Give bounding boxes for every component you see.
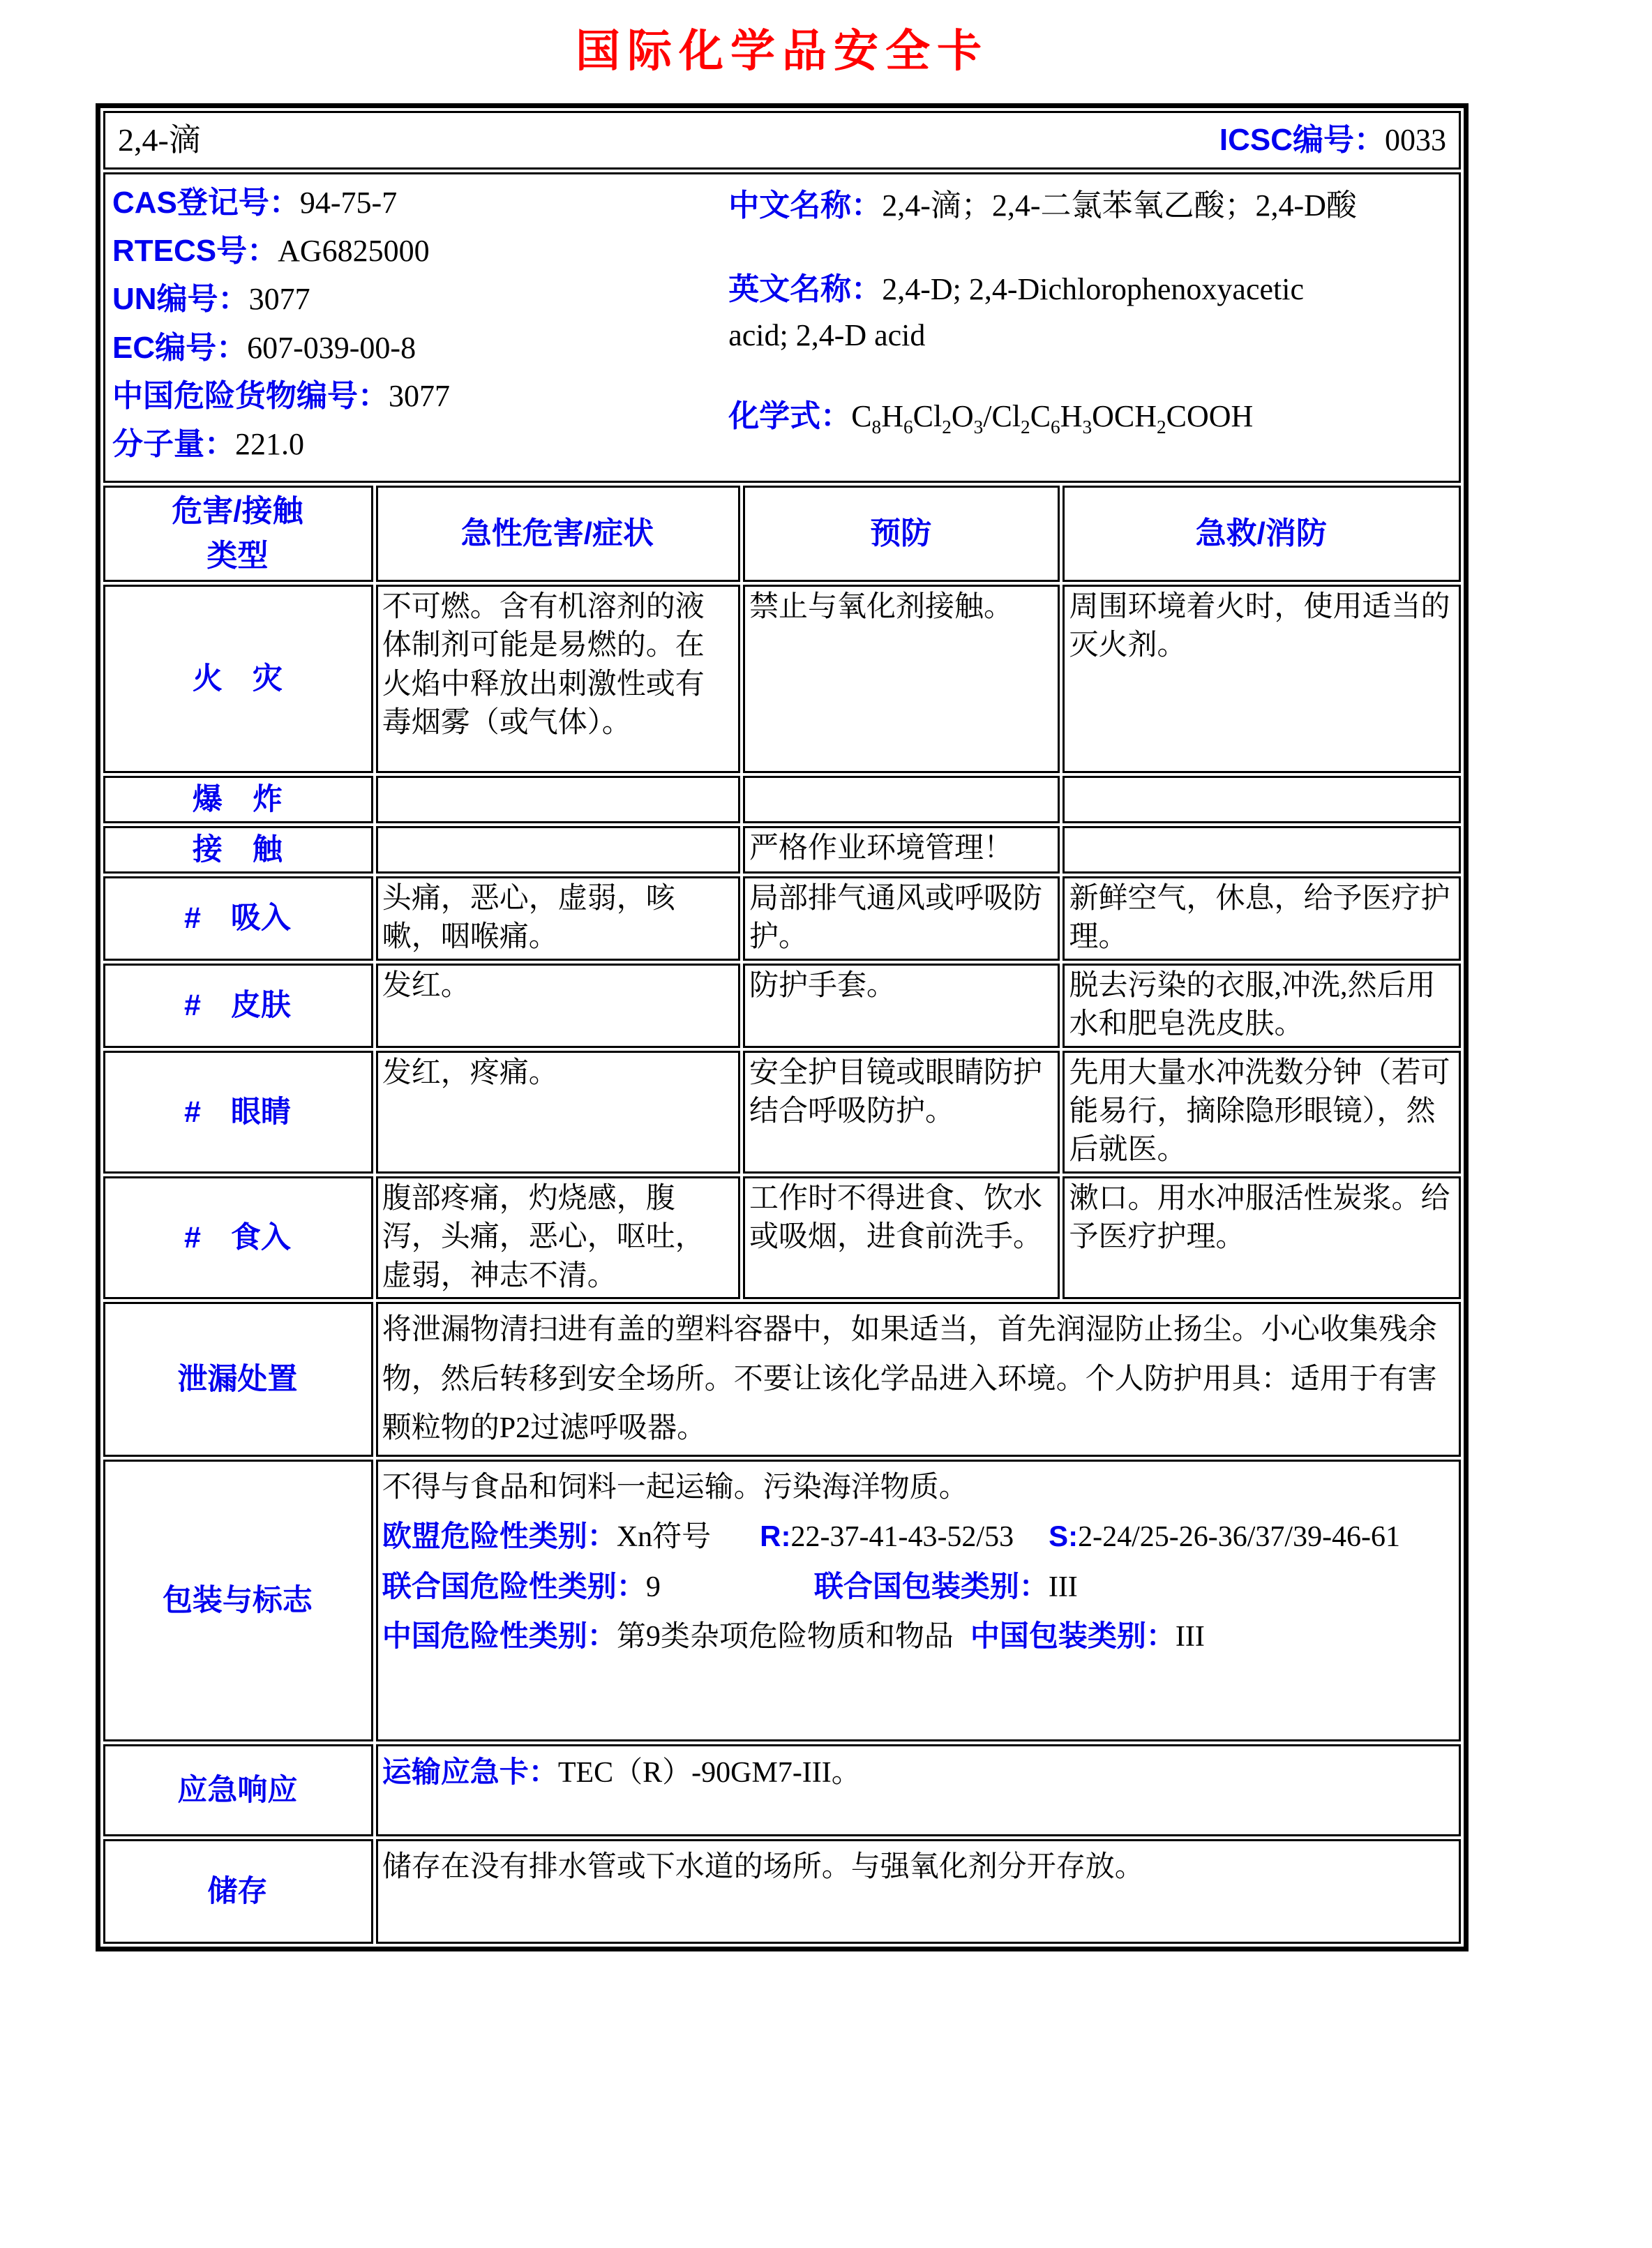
explosion-response bbox=[1062, 776, 1461, 823]
storage-text: 储存在没有排水管或下水道的场所。与强氧化剂分开存放。 bbox=[376, 1839, 1461, 1944]
un-hazard-class-value: 9 bbox=[645, 1571, 661, 1603]
cn-hazard-class-value: 第9类杂项危险物质和物品 bbox=[616, 1621, 954, 1654]
row-label-explosion: 爆 炸 bbox=[103, 776, 373, 823]
china-dg-number-line bbox=[112, 376, 728, 416]
inhalation-response: 新鲜空气，休息，给予医疗护理。 bbox=[1062, 876, 1461, 961]
un-number-label: UN编号： bbox=[112, 282, 249, 317]
r-phrases-label: R: bbox=[760, 1520, 791, 1553]
hazard-row-fire bbox=[103, 585, 1461, 773]
names-column bbox=[728, 183, 1452, 472]
skin-prevention: 防护手套。 bbox=[743, 964, 1060, 1048]
row-label-fire: 火 灾 bbox=[103, 585, 373, 773]
col-header-response: 急救/消防 bbox=[1062, 486, 1461, 582]
hazard-row-eyes bbox=[103, 1051, 1461, 1174]
section-label-emergency: 应急响应 bbox=[103, 1744, 373, 1836]
cas-number-value: 94-75-7 bbox=[299, 186, 398, 220]
section-row-spill bbox=[103, 1302, 1461, 1457]
row-label-contact: 接 触 bbox=[103, 826, 373, 874]
ingestion-prevention: 工作时不得进食、饮水或吸烟，进食前洗手。 bbox=[743, 1176, 1060, 1299]
identity-cell bbox=[103, 172, 1461, 483]
section-row-emergency bbox=[103, 1744, 1461, 1836]
cas-number-line bbox=[112, 183, 728, 223]
chemical-formula-line bbox=[728, 394, 1452, 442]
transport-card-label: 运输应急卡： bbox=[382, 1755, 558, 1788]
inhalation-prevention: 局部排气通风或呼吸防护。 bbox=[743, 876, 1060, 961]
cn-pack-group-label: 中国包装类别： bbox=[970, 1619, 1176, 1653]
ingestion-symptoms: 腹部疼痛，灼烧感，腹泻，头痛，恶心，呕吐，虚弱，神志不清。 bbox=[376, 1176, 740, 1299]
hazard-table-header-row bbox=[103, 486, 1461, 582]
substance-header-cell bbox=[103, 111, 1461, 170]
chinese-name-value: 2,4-滴；2,4-二氯苯氧乙酸；2,4-D酸 bbox=[882, 188, 1357, 223]
chinese-name-label: 中文名称： bbox=[728, 188, 883, 223]
section-label-storage: 储存 bbox=[103, 1839, 373, 1944]
chemical-formula-label: 化学式： bbox=[728, 399, 852, 433]
contact-prevention: 严格作业环境管理！ bbox=[743, 826, 1060, 874]
cn-hazard-class-label: 中国危险性类别： bbox=[382, 1619, 617, 1653]
transport-note: 不得与食品和饲料一起运输。污染海洋物质。 bbox=[382, 1471, 968, 1504]
china-dg-number-label: 中国危险货物编号： bbox=[112, 378, 389, 413]
skin-symptoms: 发红。 bbox=[376, 964, 740, 1048]
hazard-row-skin bbox=[103, 964, 1461, 1048]
packaging-cell bbox=[376, 1460, 1461, 1741]
s-phrases-value: 2-24/25-26-36/37/39-46-61 bbox=[1078, 1521, 1401, 1554]
col-header-hazard-type: 危害/接触 类型 bbox=[103, 486, 373, 582]
ec-number-line bbox=[112, 328, 728, 368]
hazard-row-contact bbox=[103, 826, 1461, 874]
s-phrases-label: S: bbox=[1049, 1520, 1079, 1553]
section-row-packaging bbox=[103, 1460, 1461, 1741]
eyes-response: 先用大量水冲洗数分钟（若可能易行，摘除隐形眼镜），然后就医。 bbox=[1062, 1051, 1461, 1174]
hazard-row-explosion bbox=[103, 776, 1461, 823]
english-name-value: 2,4-D; 2,4-Dichlorophenoxyacetic acid; 2,4-D acid bbox=[728, 272, 1304, 352]
section-row-storage bbox=[103, 1839, 1461, 1944]
section-label-spill: 泄漏处置 bbox=[103, 1302, 373, 1457]
col-header-prevention: 预防 bbox=[743, 486, 1060, 582]
chinese-name-line bbox=[728, 183, 1452, 229]
emergency-cell bbox=[376, 1744, 1461, 1836]
rtecs-number-line bbox=[112, 231, 728, 271]
molecular-weight-value: 221.0 bbox=[235, 426, 304, 461]
icsc-number-label: ICSC编号： bbox=[1219, 122, 1385, 157]
eyes-symptoms: 发红，疼痛。 bbox=[376, 1051, 740, 1174]
row-label-skin: # 皮肤 bbox=[103, 964, 373, 1048]
un-hazard-class-label: 联合国危险性类别： bbox=[382, 1569, 646, 1603]
eyes-prevention: 安全护目镜或眼睛防护结合呼吸防护。 bbox=[743, 1051, 1060, 1174]
r-phrases-value: 22-37-41-43-52/53 bbox=[790, 1521, 1014, 1554]
chemical-formula-value: $C_8H_6Cl_2O_3/Cl_2C_6H_3OCH_2COOH$ bbox=[851, 399, 1254, 437]
rtecs-number-value: AG6825000 bbox=[278, 234, 430, 269]
contact-response bbox=[1062, 826, 1461, 874]
substance-name: 2,4-滴 bbox=[118, 121, 201, 158]
english-name-line bbox=[728, 267, 1356, 359]
transport-card-value: TEC（R）-90GM7-III。 bbox=[557, 1756, 861, 1789]
icsc-card-table bbox=[96, 103, 1469, 1951]
english-name-label: 英文名称： bbox=[728, 272, 883, 306]
identifier-list bbox=[112, 183, 728, 472]
eu-hazard-line bbox=[382, 1512, 1453, 1562]
col-header-symptoms: 急性危害/症状 bbox=[376, 486, 740, 582]
section-label-packaging: 包装与标志 bbox=[103, 1460, 373, 1741]
un-class-line bbox=[382, 1562, 1453, 1612]
ingestion-response: 漱口。用水冲服活性炭浆。给予医疗护理。 bbox=[1062, 1176, 1461, 1299]
row-label-ingestion: # 食入 bbox=[103, 1176, 373, 1299]
molecular-weight-label: 分子量： bbox=[112, 426, 235, 461]
eu-class-value: Xn符号 bbox=[616, 1521, 712, 1554]
skin-response: 脱去污染的衣服,冲洗,然后用水和肥皂洗皮肤。 bbox=[1062, 964, 1461, 1048]
cas-number-label: CAS登记号： bbox=[112, 186, 300, 220]
fire-prevention: 禁止与氧化剂接触。 bbox=[743, 585, 1060, 773]
explosion-prevention bbox=[743, 776, 1060, 823]
un-number-line bbox=[112, 279, 728, 319]
identity-row bbox=[103, 172, 1461, 483]
icsc-number-value: 0033 bbox=[1385, 122, 1446, 157]
row-label-eyes: # 眼睛 bbox=[103, 1051, 373, 1174]
ec-number-value: 607-039-00-8 bbox=[247, 330, 416, 365]
hazard-row-inhalation bbox=[103, 876, 1461, 961]
un-number-value: 3077 bbox=[248, 282, 310, 317]
contact-symptoms bbox=[376, 826, 740, 874]
hazard-row-ingestion bbox=[103, 1176, 1461, 1299]
cn-pack-group-value: III bbox=[1175, 1621, 1205, 1654]
inhalation-symptoms: 头痛，恶心，虚弱，咳嗽，咽喉痛。 bbox=[376, 876, 740, 961]
fire-symptoms: 不可燃。含有机溶剂的液体制剂可能是易燃的。在火焰中释放出刺激性或有毒烟雾（或气体）。 bbox=[376, 585, 740, 773]
molecular-weight-line bbox=[112, 424, 728, 464]
row-label-inhalation: # 吸入 bbox=[103, 876, 373, 961]
substance-header-row bbox=[103, 111, 1461, 170]
un-pack-group-label: 联合国包装类别： bbox=[813, 1569, 1049, 1603]
icsc-number-group bbox=[1219, 120, 1446, 160]
un-pack-group-value: III bbox=[1048, 1571, 1078, 1603]
page-title: 国际化学品安全卡 bbox=[576, 26, 989, 76]
explosion-symptoms bbox=[376, 776, 740, 823]
china-dg-number-value: 3077 bbox=[389, 378, 450, 413]
fire-response: 周围环境着火时，使用适当的灭火剂。 bbox=[1062, 585, 1461, 773]
ec-number-label: EC编号： bbox=[112, 330, 248, 365]
cn-class-line bbox=[382, 1612, 1453, 1662]
eu-class-label: 欧盟危险性类别： bbox=[382, 1520, 617, 1553]
rtecs-number-label: RTECS号： bbox=[112, 234, 278, 269]
spill-text: 将泄漏物清扫进有盖的塑料容器中，如果适当，首先润湿防止扬尘。小心收集残余物，然后转移到安全场所。不要让该化学品进入环境。个人防护用具：适用于有害颗粒物的P2过滤呼吸器。 bbox=[376, 1302, 1461, 1457]
